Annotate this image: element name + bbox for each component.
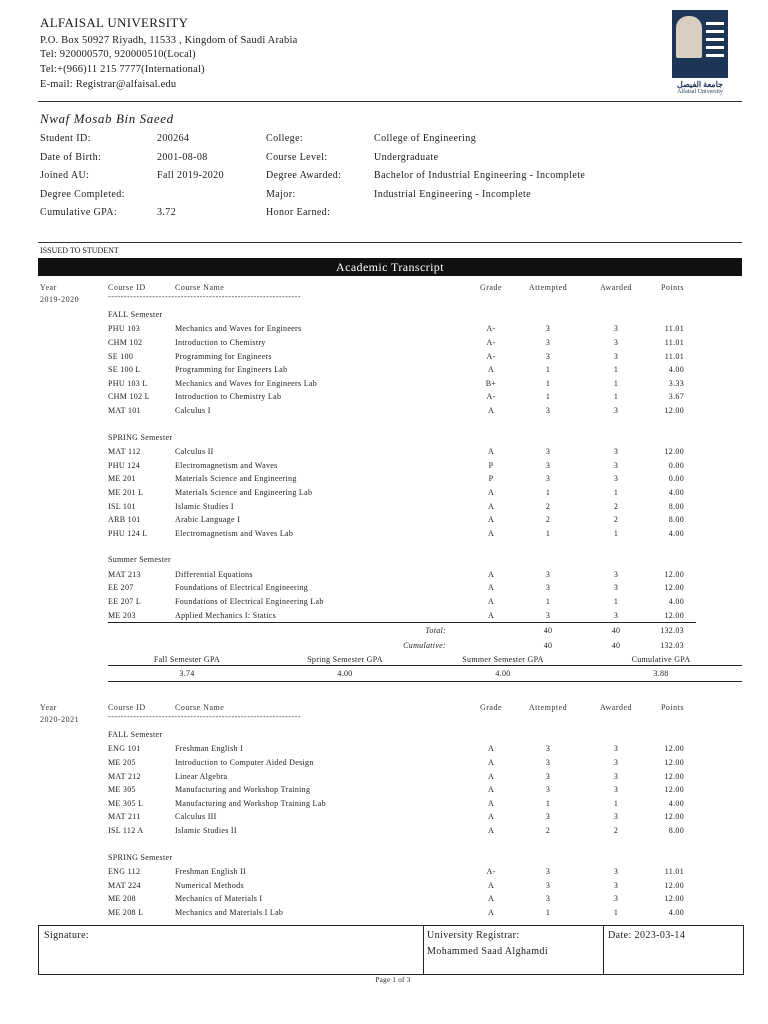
course-name: Arabic Language I — [175, 515, 241, 525]
course-awarded: 3 — [613, 338, 619, 347]
course-points: 11.01 — [664, 867, 684, 877]
course-points: 4.00 — [668, 597, 684, 606]
course-attempted: 3 — [545, 338, 551, 347]
course-awarded: 3 — [613, 351, 619, 361]
university-logo — [672, 10, 728, 78]
transcript-title: Academic Transcript — [38, 258, 742, 276]
course-id: ISL 112 A — [108, 826, 144, 835]
semester-name: SPRING Semester — [108, 852, 173, 862]
course-awarded: 2 — [613, 826, 619, 835]
course-id: ME 201 — [108, 474, 136, 484]
student-name: Nwaf Mosab Bin Saeed — [40, 111, 174, 126]
course-awarded: 3 — [613, 758, 619, 767]
course-name: Electromagnetism and Waves — [175, 460, 278, 470]
course-attempted: 3 — [545, 474, 551, 484]
course-name: Foundations of Electrical Engineering — [175, 583, 309, 593]
semester-name: FALL Semester — [108, 730, 163, 739]
cumulative-points: 132.03 — [660, 641, 684, 650]
course-grade: A — [487, 583, 495, 593]
col-course-id: Course ID — [108, 283, 146, 292]
course-attempted: 3 — [545, 460, 551, 470]
course-grade: A — [487, 826, 495, 835]
university-email: E-mail: Registrar@alfaisal.edu — [40, 79, 177, 90]
course-id: MAT 112 — [108, 447, 141, 457]
col-grade: Grade — [479, 283, 503, 292]
course-id: MAT 224 — [108, 880, 141, 890]
course-grade: A — [487, 758, 495, 767]
semester-name: FALL Semester — [108, 310, 163, 319]
course-grade: A- — [486, 338, 496, 347]
university-tel-intl: Tel:+(966)11 215 7777(International) — [40, 64, 205, 75]
course-attempted: 1 — [545, 365, 551, 375]
course-points: 12.00 — [664, 758, 684, 767]
col-points: Points — [660, 703, 684, 712]
course-points: 12.00 — [664, 447, 684, 457]
course-attempted: 3 — [545, 610, 551, 620]
course-id: PHU 124 L — [108, 528, 148, 538]
gpa-divider-top — [108, 665, 742, 666]
col-course-name: Course Name — [175, 703, 225, 712]
info-label: Date of Birth: — [40, 151, 102, 163]
registrar-name: Mohammed Saad Alghamdi — [427, 946, 549, 957]
course-grade: A — [487, 880, 495, 890]
page-number: Page 1 of 3 — [375, 976, 411, 984]
course-id: PHU 124 — [108, 460, 141, 470]
logo-arabic-text: جامعة الفيصل — [677, 80, 723, 89]
course-awarded: 1 — [613, 378, 619, 388]
col-grade: Grade — [479, 703, 503, 712]
col-course-id: Course ID — [108, 703, 146, 712]
course-id: ME 208 L — [108, 907, 144, 917]
course-name: Manufacturing and Workshop Training — [175, 785, 311, 795]
info-value: 2001-08-08 — [157, 151, 208, 163]
course-awarded: 3 — [613, 569, 619, 579]
course-points: 0.00 — [668, 474, 684, 484]
course-awarded: 1 — [613, 365, 619, 375]
course-grade: A — [487, 569, 495, 579]
course-attempted: 3 — [545, 324, 551, 334]
university-name: ALFAISAL UNIVERSITY — [40, 15, 189, 30]
course-grade: A — [487, 812, 495, 822]
course-attempted: 3 — [545, 351, 551, 361]
course-awarded: 3 — [613, 406, 619, 415]
signature-label: Signature: — [44, 930, 90, 941]
course-id: CHM 102 — [108, 338, 143, 347]
total-label: Total: — [425, 626, 446, 635]
course-name: Freshman English I — [175, 744, 244, 754]
course-awarded: 3 — [613, 583, 619, 593]
course-name: Calculus II — [175, 447, 214, 457]
course-points: 12.00 — [664, 744, 684, 754]
col-attempted: Attempted — [528, 283, 568, 292]
total-attempted: 40 — [543, 626, 553, 635]
gpa-label: Cumulative GPA — [631, 655, 691, 664]
course-points: 12.00 — [664, 406, 684, 415]
course-points: 8.00 — [668, 501, 684, 511]
university-tel-local: Tel: 920000570, 920000510(Local) — [40, 49, 196, 60]
course-grade: A — [487, 894, 495, 904]
course-id: ME 305 L — [108, 798, 144, 808]
course-name: Electromagnetism and Waves Lab — [175, 528, 294, 538]
course-name: Foundations of Electrical Engineering Lab — [175, 597, 324, 606]
gpa-label: Spring Semester GPA — [307, 655, 383, 664]
course-points: 4.00 — [668, 528, 684, 538]
course-points: 0.00 — [668, 460, 684, 470]
info-value: Undergraduate — [374, 151, 439, 163]
course-id: PHU 103 L — [108, 378, 148, 388]
course-points: 8.00 — [668, 826, 684, 835]
course-grade: A — [487, 610, 495, 620]
course-name: Programming for Engineers Lab — [175, 365, 288, 375]
info-label: Course Level: — [266, 151, 328, 163]
course-grade: A — [487, 785, 495, 795]
course-name: Programming for Engineers — [175, 351, 272, 361]
registrar-cell — [423, 926, 604, 974]
course-name: Islamic Studies II — [175, 826, 237, 835]
course-grade: B+ — [485, 378, 497, 388]
course-name: Calculus I — [175, 406, 211, 415]
info-value: 3.72 — [157, 207, 177, 218]
total-awarded: 40 — [611, 626, 621, 635]
course-grade: A — [487, 501, 495, 511]
course-grade: A — [487, 447, 495, 457]
gpa-label: Fall Semester GPA — [153, 655, 221, 664]
course-id: ENG 101 — [108, 744, 141, 754]
course-id: ENG 112 — [108, 867, 141, 877]
course-grade: A — [487, 907, 495, 917]
total-points: 132.03 — [660, 626, 684, 635]
course-points: 12.00 — [664, 894, 684, 904]
semester-name: SPRING Semester — [108, 432, 173, 442]
course-awarded: 1 — [613, 487, 619, 497]
course-grade: A — [487, 528, 495, 538]
course-attempted: 3 — [545, 894, 551, 904]
course-awarded: 1 — [613, 597, 619, 606]
course-id: ME 305 — [108, 785, 136, 795]
info-value: College of Engineering — [374, 133, 477, 144]
course-points: 4.00 — [668, 798, 684, 808]
course-id: EE 207 L — [108, 597, 142, 606]
course-grade: A — [487, 798, 495, 808]
course-grade: A- — [486, 351, 496, 361]
course-points: 11.01 — [664, 351, 684, 361]
course-grade: A — [487, 771, 495, 781]
col-awarded: Awarded — [599, 703, 633, 712]
cumulative-attempted: 40 — [543, 641, 553, 650]
course-awarded: 1 — [613, 907, 619, 917]
semester-name: Summer Semester — [108, 555, 171, 565]
course-name: Calculus III — [175, 812, 217, 822]
course-id: MAT 213 — [108, 569, 141, 579]
issue-date: Date: 2023-03-14 — [608, 930, 686, 941]
course-points: 11.01 — [664, 324, 684, 334]
course-name: Introduction to Computer Aided Design — [175, 758, 314, 767]
course-grade: P — [488, 460, 494, 470]
gpa-divider-bottom — [108, 681, 742, 682]
dash-line: ------------------------------------------------------------- — [108, 712, 302, 721]
course-points: 12.00 — [664, 812, 684, 822]
course-name: Mechanics and Waves for Engineers — [175, 324, 302, 334]
course-points: 4.00 — [668, 907, 684, 917]
course-awarded: 3 — [613, 867, 619, 877]
course-attempted: 1 — [545, 597, 551, 606]
course-awarded: 1 — [613, 798, 619, 808]
gpa-value: 3.88 — [653, 669, 669, 678]
course-attempted: 1 — [545, 798, 551, 808]
info-label: Student ID: — [40, 133, 91, 144]
course-points: 12.00 — [664, 785, 684, 795]
info-value: Fall 2019-2020 — [157, 170, 224, 181]
info-label: Degree Completed: — [40, 188, 125, 200]
course-points: 12.00 — [664, 583, 684, 593]
header-divider — [38, 101, 742, 102]
course-awarded: 2 — [613, 515, 619, 525]
year-value: 2019-2020 — [40, 295, 80, 304]
course-points: 3.67 — [668, 392, 684, 402]
course-points: 11.01 — [664, 338, 684, 347]
course-name: Differential Equations — [175, 569, 253, 579]
info-value: Bachelor of Industrial Engineering - Incomplete — [374, 170, 586, 181]
course-attempted: 2 — [545, 826, 551, 835]
course-name: Linear Algebra — [175, 771, 228, 781]
col-points: Points — [660, 283, 684, 292]
course-points: 4.00 — [668, 487, 684, 497]
course-name: Introduction to Chemistry — [175, 338, 266, 347]
logo-portrait — [676, 16, 702, 58]
course-id: CHM 102 L — [108, 392, 150, 402]
info-value: 200264 — [157, 133, 190, 144]
course-id: ME 205 — [108, 758, 136, 767]
course-attempted: 2 — [545, 501, 551, 511]
col-course-name: Course Name — [175, 283, 225, 292]
info-label: Degree Awarded: — [266, 170, 342, 181]
course-grade: A- — [486, 324, 496, 334]
year-value: 2020-2021 — [40, 715, 80, 724]
course-id: EE 207 — [108, 583, 134, 593]
total-divider — [108, 622, 696, 623]
signature-box — [38, 925, 744, 975]
course-attempted: 1 — [545, 528, 551, 538]
course-name: Materials Science and Engineering Lab — [175, 487, 313, 497]
course-attempted: 1 — [545, 907, 551, 917]
course-id: MAT 101 — [108, 406, 141, 415]
course-id: ARB 101 — [108, 515, 141, 525]
course-name: Materials Science and Engineering — [175, 474, 297, 484]
logo-english-text: Alfaisal University — [677, 89, 723, 95]
course-id: ME 203 — [108, 610, 136, 620]
course-id: ME 201 L — [108, 487, 144, 497]
course-awarded: 3 — [613, 324, 619, 334]
course-points: 12.00 — [664, 880, 684, 890]
university-address: P.O. Box 50927 Riyadh, 11533 , Kingdom of Saudi Arabia — [40, 35, 298, 46]
gpa-value: 3.74 — [179, 669, 195, 678]
registrar-label: University Registrar: — [427, 930, 520, 941]
course-attempted: 3 — [545, 758, 551, 767]
course-grade: P — [488, 474, 494, 484]
course-awarded: 3 — [613, 744, 619, 754]
gpa-value: 4.00 — [337, 669, 353, 678]
course-attempted: 3 — [545, 406, 551, 415]
course-attempted: 1 — [545, 378, 551, 388]
course-attempted: 3 — [545, 867, 551, 877]
course-id: SE 100 L — [108, 365, 141, 375]
year-header: Year — [40, 283, 57, 292]
course-name: Numerical Methods — [175, 880, 244, 890]
course-awarded: 3 — [613, 447, 619, 457]
course-attempted: 3 — [545, 771, 551, 781]
cumulative-label: Cumulative: — [403, 641, 446, 650]
course-id: MAT 211 — [108, 812, 141, 822]
info-label: Honor Earned: — [266, 207, 331, 218]
course-id: MAT 212 — [108, 771, 141, 781]
course-attempted: 3 — [545, 447, 551, 457]
course-id: PHU 103 — [108, 324, 141, 334]
info-label: Major: — [266, 188, 296, 200]
course-grade: A — [487, 487, 495, 497]
course-grade: A — [487, 597, 495, 606]
course-id: SE 100 — [108, 351, 134, 361]
course-awarded: 3 — [613, 894, 619, 904]
course-awarded: 3 — [613, 880, 619, 890]
course-points: 12.00 — [664, 771, 684, 781]
info-value: Industrial Engineering - Incomplete — [374, 188, 532, 200]
course-attempted: 3 — [545, 785, 551, 795]
gpa-label: Summer Semester GPA — [462, 655, 544, 664]
course-awarded: 1 — [613, 392, 619, 402]
course-awarded: 3 — [613, 785, 619, 795]
course-name: Mechanics and Materials I Lab — [175, 907, 284, 917]
issued-to: ISSUED TO STUDENT — [40, 246, 119, 255]
course-awarded: 3 — [613, 460, 619, 470]
col-attempted: Attempted — [528, 703, 568, 712]
year-header: Year — [40, 703, 57, 712]
info-divider — [38, 242, 742, 243]
course-points: 8.00 — [668, 515, 684, 525]
course-name: Introduction to Chemistry Lab — [175, 392, 282, 402]
course-grade: A — [487, 406, 495, 415]
course-grade: A- — [486, 392, 496, 402]
course-awarded: 1 — [613, 528, 619, 538]
course-attempted: 3 — [545, 744, 551, 754]
course-attempted: 1 — [545, 487, 551, 497]
course-awarded: 3 — [613, 771, 619, 781]
course-awarded: 3 — [613, 610, 619, 620]
course-name: Islamic Studies I — [175, 501, 234, 511]
dash-line: ------------------------------------------------------------- — [108, 292, 302, 301]
course-points: 12.00 — [664, 610, 684, 620]
signature-cell — [39, 926, 424, 974]
course-name: Applied Mechanics I: Statics — [175, 610, 277, 620]
course-id: ME 208 — [108, 894, 136, 904]
course-awarded: 3 — [613, 812, 619, 822]
course-attempted: 3 — [545, 880, 551, 890]
course-grade: A — [487, 515, 495, 525]
course-points: 12.00 — [664, 569, 684, 579]
course-attempted: 2 — [545, 515, 551, 525]
course-grade: A- — [486, 867, 496, 877]
course-attempted: 3 — [545, 569, 551, 579]
gpa-value: 4.00 — [495, 669, 511, 678]
course-awarded: 2 — [613, 501, 619, 511]
course-attempted: 3 — [545, 583, 551, 593]
info-label: Cumulative GPA: — [40, 207, 118, 218]
course-name: Mechanics and Waves for Engineers Lab — [175, 378, 318, 388]
cumulative-awarded: 40 — [611, 641, 621, 650]
course-attempted: 3 — [545, 812, 551, 822]
course-name: Mechanics of Materials I — [175, 894, 263, 904]
course-name: Freshman English II — [175, 867, 247, 877]
course-id: ISL 101 — [108, 501, 136, 511]
course-points: 4.00 — [668, 365, 684, 375]
info-label: College: — [266, 133, 304, 144]
course-points: 3.33 — [668, 378, 684, 388]
course-awarded: 3 — [613, 474, 619, 484]
info-label: Joined AU: — [40, 170, 90, 181]
course-name: Manufacturing and Workshop Training Lab — [175, 798, 326, 808]
course-attempted: 1 — [545, 392, 551, 402]
course-grade: A — [487, 744, 495, 754]
col-awarded: Awarded — [599, 283, 633, 292]
course-grade: A — [487, 365, 495, 375]
